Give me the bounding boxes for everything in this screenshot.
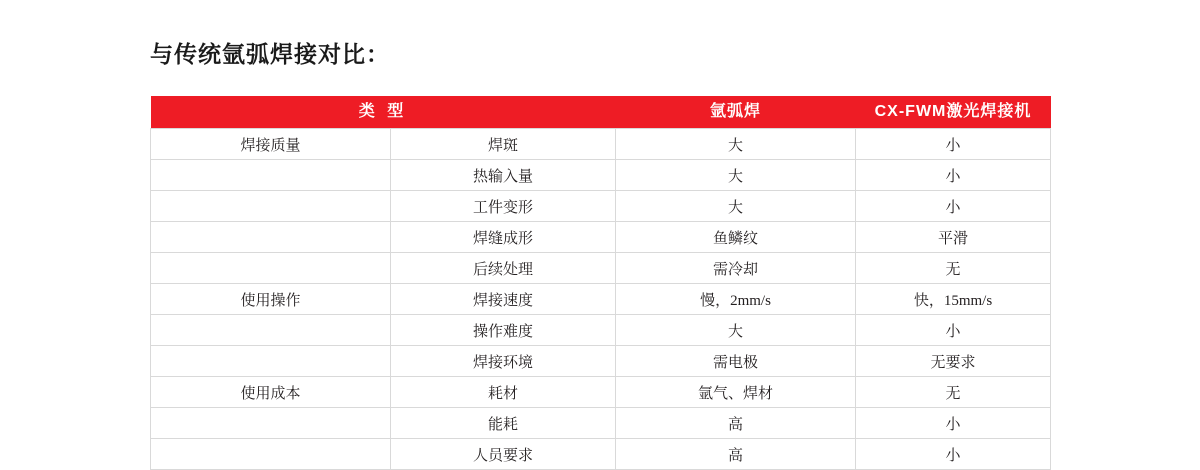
cell-item: 人员要求 (391, 439, 616, 470)
cell-tig-value: 大 (616, 315, 856, 346)
cell-tig-value: 需电极 (616, 346, 856, 377)
cell-tig-value: 高 (616, 408, 856, 439)
column-header-type: 类 型 (151, 96, 616, 129)
cell-laser-value: 小 (856, 129, 1051, 160)
cell-tig-value: 慢，2mm/s (616, 284, 856, 315)
cell-laser-value: 无 (856, 253, 1051, 284)
table-row (151, 160, 1051, 191)
cell-laser-value: 快，15mm/s (856, 284, 1051, 315)
cell-tig-value: 大 (616, 160, 856, 191)
cell-laser-value: 小 (856, 315, 1051, 346)
cell-group: 使用操作 (151, 284, 391, 315)
cell-laser-value: 无 (856, 377, 1051, 408)
cell-item: 操作难度 (391, 315, 616, 346)
table-header (151, 96, 1051, 129)
table-row (151, 315, 1051, 346)
cell-tig-value: 大 (616, 191, 856, 222)
cell-group (151, 222, 391, 253)
cell-item: 焊接速度 (391, 284, 616, 315)
cell-tig-value: 需冷却 (616, 253, 856, 284)
cell-group (151, 346, 391, 377)
cell-item: 焊斑 (391, 129, 616, 160)
table-header-row (151, 96, 1051, 129)
comparison-table (150, 96, 1051, 470)
cell-item: 能耗 (391, 408, 616, 439)
cell-item: 焊接环境 (391, 346, 616, 377)
table-row (151, 346, 1051, 377)
cell-laser-value: 小 (856, 408, 1051, 439)
table-row (151, 253, 1051, 284)
table-row (151, 377, 1051, 408)
cell-laser-value: 小 (856, 439, 1051, 470)
cell-group (151, 191, 391, 222)
cell-group (151, 315, 391, 346)
cell-item: 热输入量 (391, 160, 616, 191)
table-row (151, 222, 1051, 253)
cell-laser-value: 无要求 (856, 346, 1051, 377)
cell-tig-value: 氩气、焊材 (616, 377, 856, 408)
cell-tig-value: 高 (616, 439, 856, 470)
table-row (151, 284, 1051, 315)
cell-group (151, 160, 391, 191)
column-header-tig: 氩弧焊 (616, 96, 856, 129)
cell-item: 焊缝成形 (391, 222, 616, 253)
table-row (151, 191, 1051, 222)
cell-tig-value: 大 (616, 129, 856, 160)
cell-group: 焊接质量 (151, 129, 391, 160)
cell-laser-value: 平滑 (856, 222, 1051, 253)
cell-laser-value: 小 (856, 160, 1051, 191)
cell-item: 工件变形 (391, 191, 616, 222)
cell-tig-value: 鱼鳞纹 (616, 222, 856, 253)
table-row (151, 408, 1051, 439)
table-body (151, 129, 1051, 470)
cell-laser-value: 小 (856, 191, 1051, 222)
page-title: 与传统氩弧焊接对比： (150, 41, 390, 67)
cell-group (151, 253, 391, 284)
comparison-table-container (150, 96, 1050, 470)
column-header-laser: CX-FWM激光焊接机 (856, 96, 1051, 129)
cell-item: 后续处理 (391, 253, 616, 284)
table-row (151, 129, 1051, 160)
cell-group (151, 408, 391, 439)
cell-item: 耗材 (391, 377, 616, 408)
cell-group: 使用成本 (151, 377, 391, 408)
